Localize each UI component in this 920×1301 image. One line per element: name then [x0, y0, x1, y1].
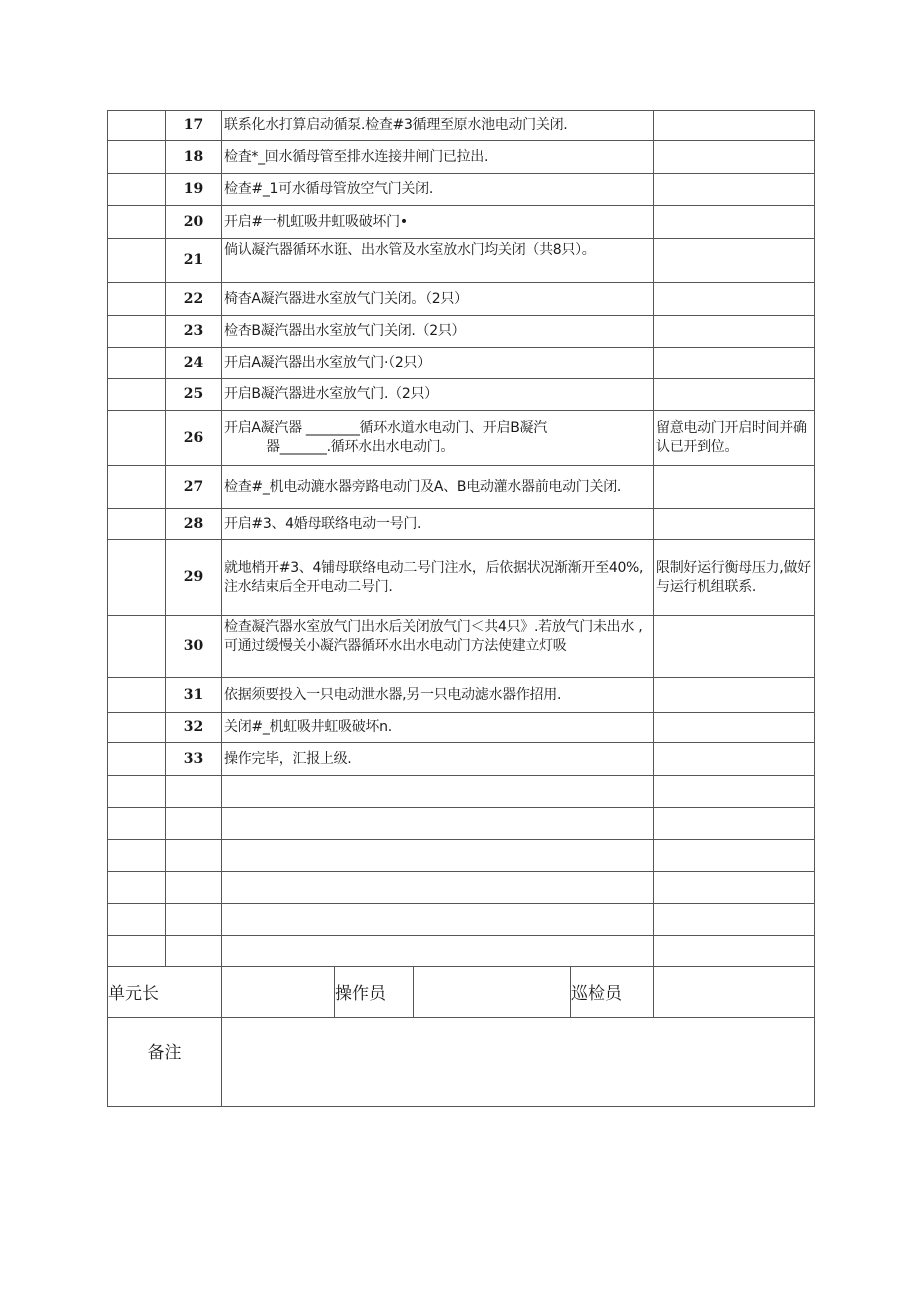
- step-number: 20: [166, 206, 222, 239]
- step-content: 检杏B凝汽器出水室放气门关闭.（2只）: [222, 316, 654, 348]
- check-cell[interactable]: [108, 141, 166, 174]
- check-cell[interactable]: [108, 111, 166, 141]
- table-row: [108, 411, 815, 466]
- step-content: 检査*_回水循母管至排水连接井闸门已拉出.: [222, 141, 654, 174]
- unit-leader-field[interactable]: [222, 967, 335, 1017]
- step-note: [654, 283, 815, 316]
- table-row: [108, 379, 815, 411]
- table-row: [108, 678, 815, 713]
- check-cell[interactable]: [108, 466, 166, 509]
- table-row: [108, 466, 815, 509]
- step-note-cell[interactable]: [654, 840, 815, 872]
- step-note-cell[interactable]: [654, 904, 815, 936]
- signature-row: [108, 967, 815, 1017]
- step-number: 32: [166, 713, 222, 743]
- step-number: 17: [166, 111, 222, 141]
- table-row: [108, 141, 815, 174]
- step-content: 就地梢开#3、4铺母联络电动二号门注水，后依据状况渐渐开至40%,注水结束后全开电动二号门.: [222, 540, 654, 616]
- check-cell[interactable]: [108, 904, 166, 936]
- step-number: 18: [166, 141, 222, 174]
- check-cell[interactable]: [108, 540, 166, 616]
- step-content: [222, 411, 654, 466]
- step-note: [654, 678, 815, 713]
- empty-row: [108, 904, 815, 936]
- operator-label: 操作员: [335, 967, 414, 1017]
- check-cell[interactable]: [108, 713, 166, 743]
- inspector-label: 巡检员: [571, 967, 654, 1017]
- step-content-cell[interactable]: [222, 808, 654, 840]
- step-content: 倘认凝汽器循环水诳、出水管及水室放水门均关闭（共8只）。: [222, 239, 654, 283]
- step-note: [654, 348, 815, 379]
- step-content: 开启A凝汽器出水室放气门·（2只）: [222, 348, 654, 379]
- step-note-cell[interactable]: [654, 872, 815, 904]
- signature-table: [107, 967, 815, 1018]
- check-cell[interactable]: [108, 808, 166, 840]
- step-number: 29: [166, 540, 222, 616]
- step-note: [654, 466, 815, 509]
- step-number: 27: [166, 466, 222, 509]
- table-row: [108, 111, 815, 141]
- step-number: 22: [166, 283, 222, 316]
- empty-row: [108, 936, 815, 967]
- check-cell[interactable]: [108, 936, 166, 967]
- check-cell[interactable]: [108, 206, 166, 239]
- step-number-cell[interactable]: [166, 936, 222, 967]
- step-note: [654, 316, 815, 348]
- operation-ticket: [107, 110, 814, 1107]
- step-note: [654, 141, 815, 174]
- step-number: 21: [166, 239, 222, 283]
- step-number: 33: [166, 743, 222, 776]
- check-cell[interactable]: [108, 743, 166, 776]
- check-cell[interactable]: [108, 840, 166, 872]
- step-content: 联系化水打算启动循泵.检查#3循理至原水池电动门关闭.: [222, 111, 654, 141]
- remarks-row: [108, 1018, 815, 1107]
- check-cell[interactable]: [108, 379, 166, 411]
- table-row: [108, 283, 815, 316]
- check-cell[interactable]: [108, 678, 166, 713]
- step-number-cell[interactable]: [166, 808, 222, 840]
- step-content: 椅杳A凝汽器进水室放气门关闭。（2只）: [222, 283, 654, 316]
- step-note: [654, 743, 815, 776]
- step-note: [654, 111, 815, 141]
- step-number-cell[interactable]: [166, 840, 222, 872]
- table-row: [108, 316, 815, 348]
- step-number: 24: [166, 348, 222, 379]
- step-content-cell[interactable]: [222, 936, 654, 967]
- step-number-cell[interactable]: [166, 904, 222, 936]
- empty-row: [108, 840, 815, 872]
- step-content-line: 开启A凝汽器 ________循环水道水电动门、开启B凝汽: [224, 420, 547, 436]
- remarks-field[interactable]: [222, 1018, 815, 1107]
- step-note: 留意电动门开启时间并确认已开到位。: [654, 411, 815, 466]
- check-cell[interactable]: [108, 872, 166, 904]
- check-cell[interactable]: [108, 316, 166, 348]
- check-cell[interactable]: [108, 616, 166, 678]
- check-cell[interactable]: [108, 283, 166, 316]
- check-cell[interactable]: [108, 174, 166, 206]
- table-row: [108, 239, 815, 283]
- step-note: [654, 206, 815, 239]
- step-content: 检查凝汽器水室放气门出水后关闭放气门＜共4只》.若放气门未出水 ,可通过缓慢关小凝汽器循环水出水电动门方法使建立灯吸: [222, 616, 654, 678]
- step-content: 依据须要投入一只电动泄水器,另一只电动滤水器作招用.: [222, 678, 654, 713]
- table-row: [108, 616, 815, 678]
- step-note: [654, 174, 815, 206]
- step-note: [654, 379, 815, 411]
- remarks-table: [107, 1018, 815, 1108]
- step-note: [654, 509, 815, 540]
- step-note-cell[interactable]: [654, 808, 815, 840]
- operation-steps-table: [107, 110, 815, 967]
- step-content-cell[interactable]: [222, 840, 654, 872]
- table-row: [108, 743, 815, 776]
- step-content-cell[interactable]: [222, 776, 654, 808]
- check-cell[interactable]: [108, 776, 166, 808]
- empty-row: [108, 808, 815, 840]
- step-note: 限制好运行衡母压力,做好与运行机组联系.: [654, 540, 815, 616]
- step-content: 开启#一机虹吸井虹吸破坏门•: [222, 206, 654, 239]
- step-number-cell[interactable]: [166, 776, 222, 808]
- empty-row: [108, 872, 815, 904]
- unit-leader-label: 单元长: [108, 967, 222, 1017]
- table-row: [108, 206, 815, 239]
- step-number: 19: [166, 174, 222, 206]
- check-cell[interactable]: [108, 239, 166, 283]
- inspector-field[interactable]: [654, 967, 815, 1017]
- step-number: 28: [166, 509, 222, 540]
- table-row: [108, 174, 815, 206]
- step-note: [654, 616, 815, 678]
- step-content: 开启#3、4婚母联络电动一号门.: [222, 509, 654, 540]
- check-cell[interactable]: [108, 509, 166, 540]
- empty-row: [108, 776, 815, 808]
- step-number: 30: [166, 616, 222, 678]
- step-number-cell[interactable]: [166, 872, 222, 904]
- remarks-label: 备注: [108, 1018, 222, 1107]
- operator-field[interactable]: [414, 967, 571, 1017]
- step-note: [654, 239, 815, 283]
- step-content: 关闭#_机虹吸井虹吸破坏n.: [222, 713, 654, 743]
- step-number: 23: [166, 316, 222, 348]
- table-row: [108, 540, 815, 616]
- step-content-cell[interactable]: [222, 872, 654, 904]
- step-content-line: 器_______.循环水出水电动门。: [266, 439, 455, 455]
- step-content: 操作完毕，汇报上级.: [222, 743, 654, 776]
- table-row: [108, 713, 815, 743]
- step-note-cell[interactable]: [654, 776, 815, 808]
- step-content-cell[interactable]: [222, 904, 654, 936]
- step-number: 26: [166, 411, 222, 466]
- step-note-cell[interactable]: [654, 936, 815, 967]
- step-content: 检查#_1可水循母管放空气门关闭.: [222, 174, 654, 206]
- step-content: 开启B凝汽器进水室放气门.（2只）: [222, 379, 654, 411]
- table-row: [108, 509, 815, 540]
- check-cell[interactable]: [108, 411, 166, 466]
- step-number: 31: [166, 678, 222, 713]
- step-note: [654, 713, 815, 743]
- check-cell[interactable]: [108, 348, 166, 379]
- table-row: [108, 348, 815, 379]
- step-content: 检查#_机电动漉水器旁路电动门及A、B电动灌水器前电动门关闭.: [222, 466, 654, 509]
- step-number: 25: [166, 379, 222, 411]
